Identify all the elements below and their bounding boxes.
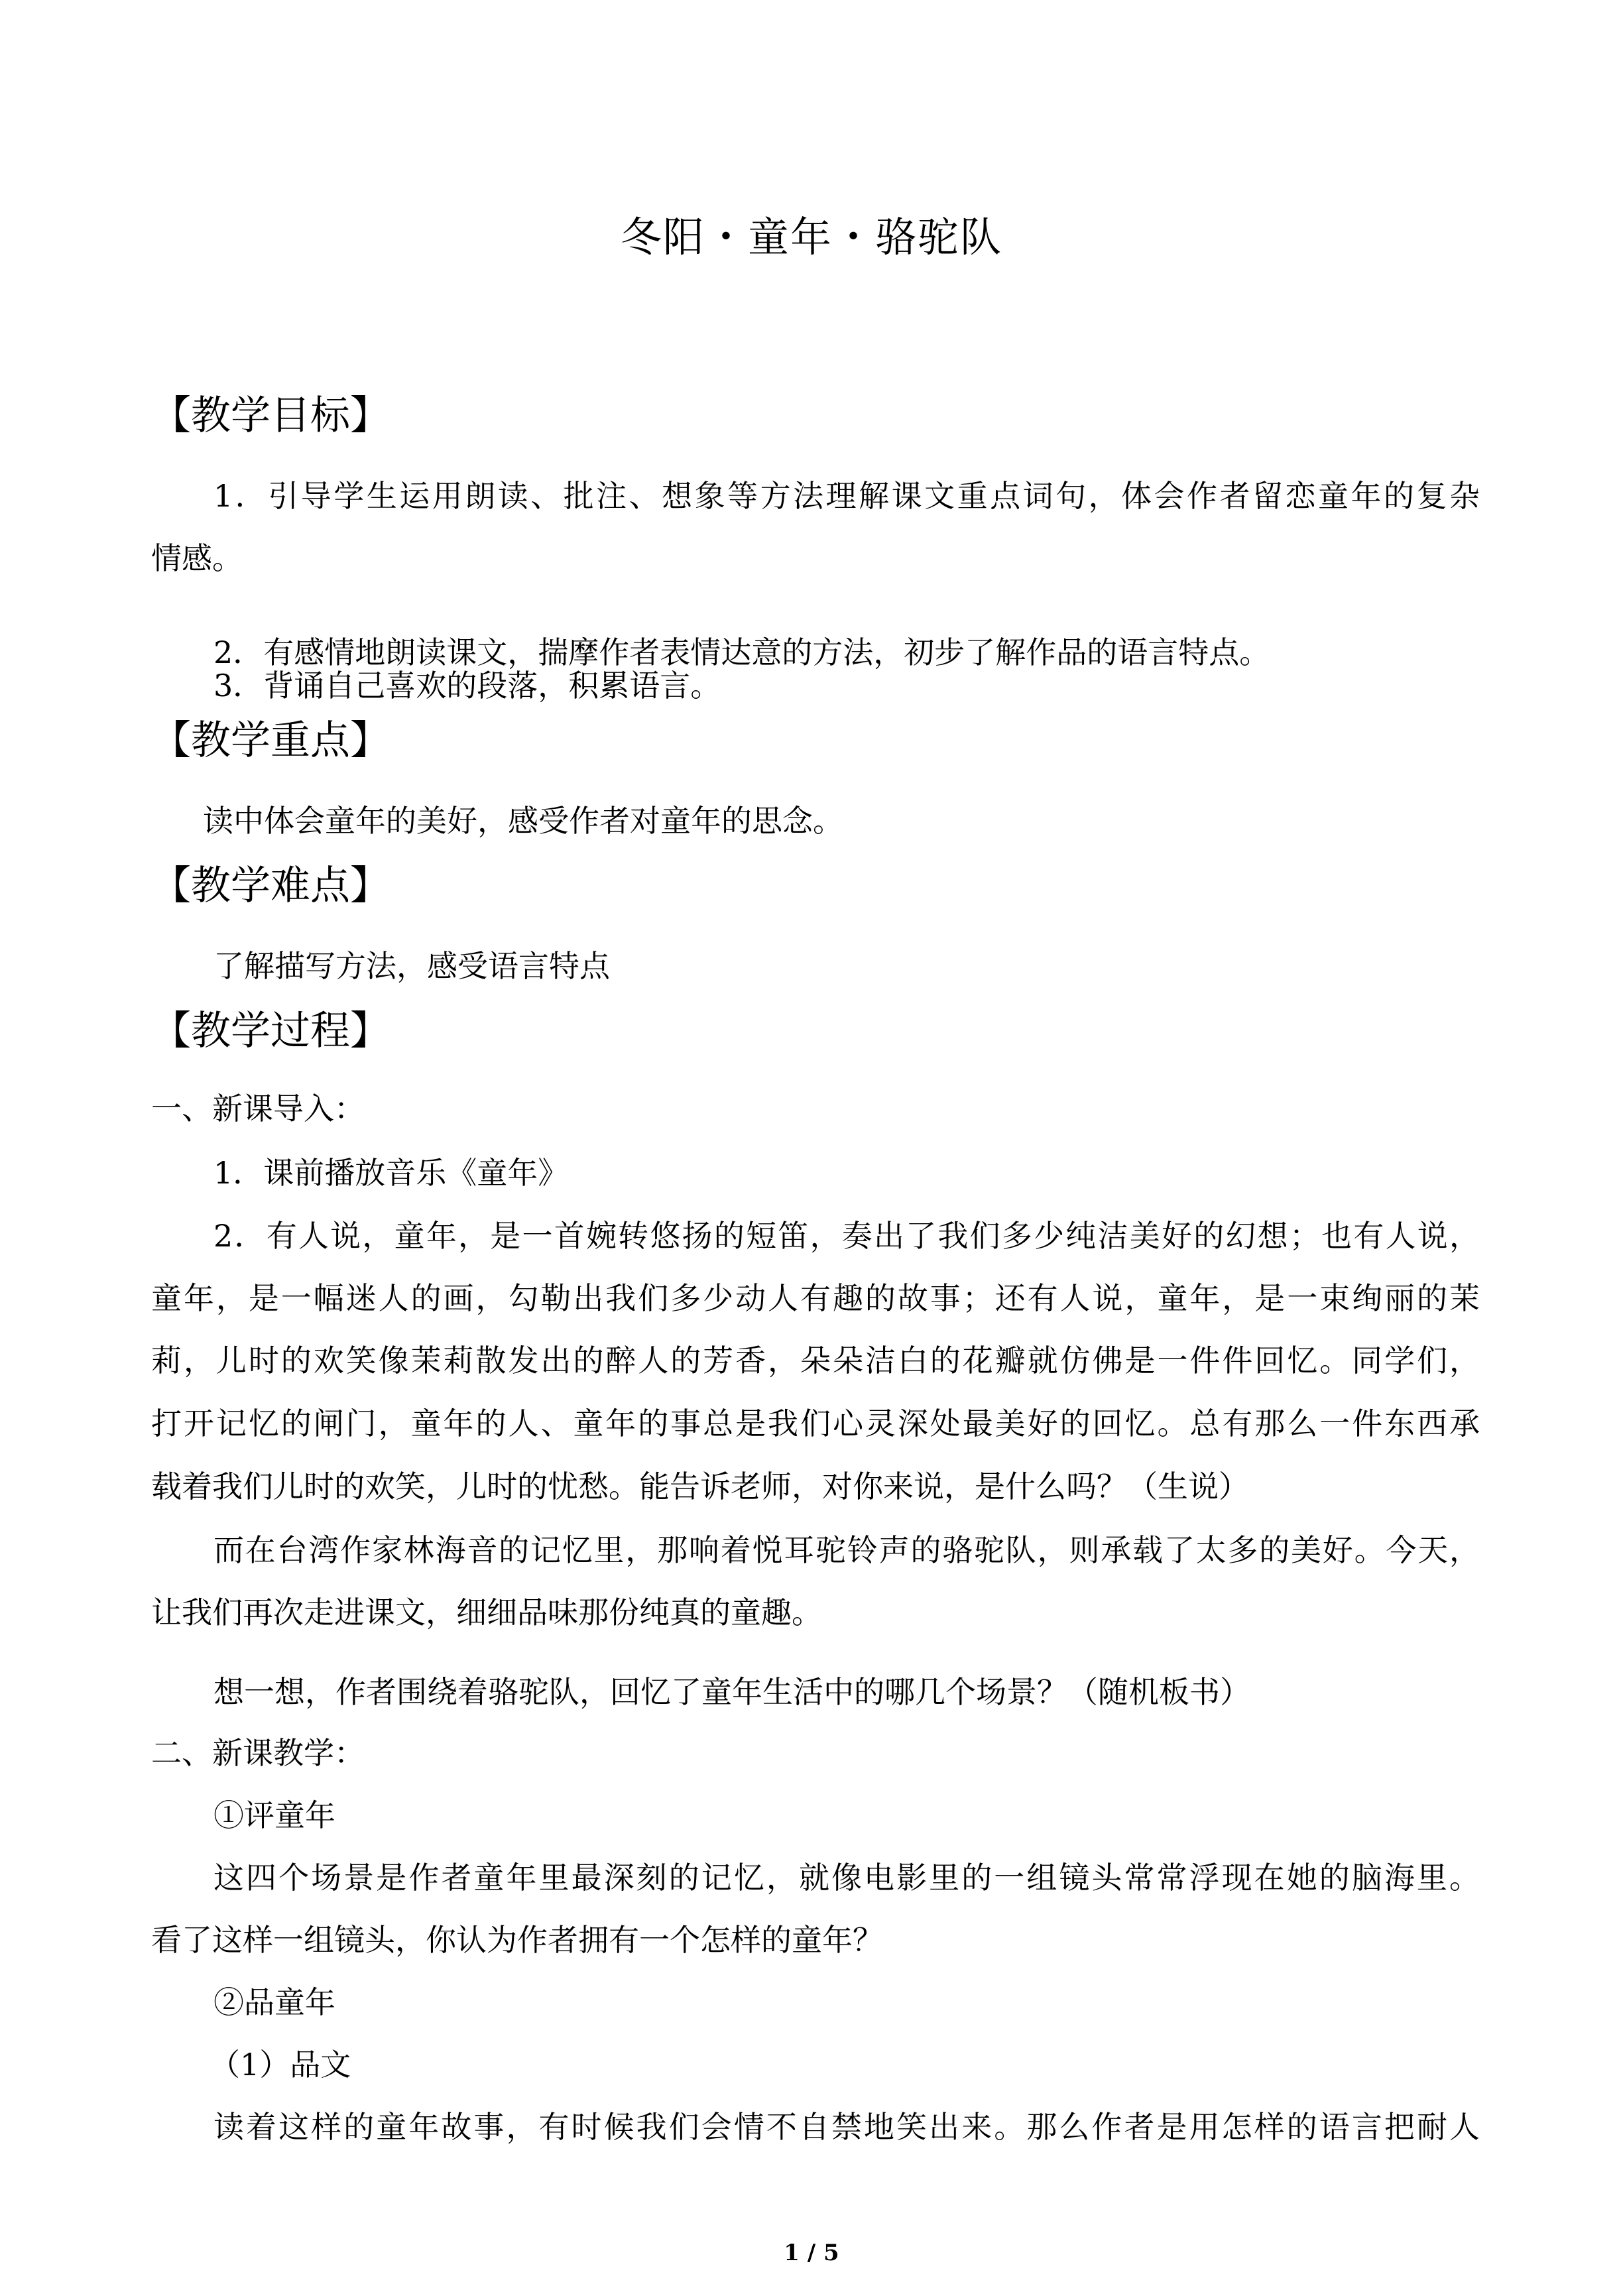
process-line: ①评童年 bbox=[213, 1797, 335, 1833]
process-line: 莉，儿时的欢笑像茉莉散发出的醉人的芳香，朵朵洁白的花瓣就仿佛是一件件回忆。同学们， bbox=[151, 1343, 1480, 1378]
process-line: 读着这样的童年故事，有时候我们会情不自禁地笑出来。那么作者是用怎样的语言把耐人 bbox=[213, 2109, 1480, 2145]
process-line: （1）品文 bbox=[210, 2047, 351, 2083]
key-points-heading: 【教学重点】 bbox=[151, 717, 390, 764]
objective-line: 2．有感情地朗读课文，揣摩作者表情达意的方法，初步了解作品的语言特点。 bbox=[213, 634, 1270, 670]
process-line: 打开记忆的闸门，童年的人、童年的事总是我们心灵深处最美好的回忆。总有那么一件东西承 bbox=[151, 1406, 1480, 1441]
process-line: 二、新课教学： bbox=[151, 1735, 365, 1771]
process-line: 想一想，作者围绕着骆驼队，回忆了童年生活中的哪几个场景？（随机板书） bbox=[213, 1674, 1250, 1710]
process-heading: 【教学过程】 bbox=[151, 1008, 390, 1054]
process-line: 2．有人说，童年，是一首婉转悠扬的短笛，奏出了我们多少纯洁美好的幻想；也有人说， bbox=[213, 1218, 1480, 1254]
process-line: 而在台湾作家林海音的记忆里，那响着悦耳驼铃声的骆驼队，则承载了太多的美好。今天， bbox=[213, 1532, 1480, 1568]
objectives-heading: 【教学目标】 bbox=[151, 393, 390, 439]
document-title: 冬阳・童年・骆驼队 bbox=[620, 213, 1002, 261]
process-line: 载着我们儿时的欢笑，儿时的忧愁。能告诉老师，对你来说，是什么吗？（生说） bbox=[151, 1469, 1249, 1504]
difficulties-heading: 【教学难点】 bbox=[151, 863, 390, 909]
key-points-text: 读中体会童年的美好，感受作者对童年的思念。 bbox=[203, 803, 843, 839]
objective-line: 情感。 bbox=[151, 540, 243, 576]
process-line: 这四个场景是作者童年里最深刻的记忆，就像电影里的一组镜头常常浮现在她的脑海里。 bbox=[213, 1860, 1480, 1896]
objective-line: 1．引导学生运用朗读、批注、想象等方法理解课文重点词句，体会作者留恋童年的复杂 bbox=[213, 478, 1480, 514]
process-line: 1．课前播放音乐《童年》 bbox=[213, 1155, 569, 1191]
process-line: 让我们再次走进课文，细细品味那份纯真的童趣。 bbox=[151, 1595, 822, 1630]
difficulties-text: 了解描写方法，感受语言特点 bbox=[213, 948, 610, 984]
process-line: 看了这样一组镜头，你认为作者拥有一个怎样的童年？ bbox=[151, 1922, 883, 1958]
process-line: ②品童年 bbox=[213, 1984, 335, 2020]
process-line: 一、新课导入： bbox=[151, 1091, 365, 1126]
objective-line: 3．背诵自己喜欢的段落，积累语言。 bbox=[213, 668, 721, 703]
process-line: 童年，是一幅迷人的画，勾勒出我们多少动人有趣的故事；还有人说，童年，是一束绚丽的茉 bbox=[151, 1280, 1480, 1316]
page-number: 1 / 5 bbox=[784, 2240, 839, 2266]
